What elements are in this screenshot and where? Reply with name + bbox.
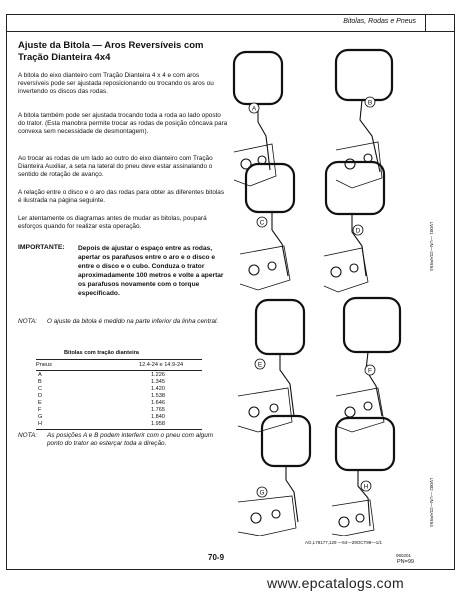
header-divider <box>425 15 426 31</box>
wheel-config-a <box>234 52 282 186</box>
label-b <box>365 97 375 107</box>
table-row: G 1.840 <box>38 414 165 420</box>
note-1-text: O ajuste da bitola é medido na parte inferior da linha central. <box>47 318 219 325</box>
page-number: 70-9 <box>208 553 225 562</box>
revision-code: 060201 <box>396 553 412 558</box>
wheel-config-e <box>238 300 304 432</box>
table-header-tires: Pneus <box>36 362 52 368</box>
table-row: C 1.420 <box>38 386 165 392</box>
figure-code-top: LV001 —UN—22APR94 <box>429 222 434 271</box>
important-label: IMPORTANTE: <box>18 244 65 251</box>
paragraph-2: A bitola também pode ser ajustada trocando toda a roda ao lado oposto do trator. (Esta manobra permite trocar as rodas de posição côncava para convexa sem necessidade de desmontagem). <box>18 112 228 135</box>
label-c <box>257 217 267 227</box>
paragraph-4: A relação entre o disco e o aro das rodas para obter as diferentes bitolas é ilustrada na página seguinte. <box>18 189 225 204</box>
table-row: A 1.226 <box>38 372 165 378</box>
svg-text:H: H <box>363 483 369 491</box>
figure-code-bottom: LV002 —UN—22APR94 <box>429 478 434 527</box>
wheel-config-c <box>240 164 294 290</box>
label-d <box>353 225 363 235</box>
table-rule-top <box>36 359 202 360</box>
wheel-config-b <box>336 50 392 188</box>
table-rule-mid <box>36 370 202 371</box>
important-text: Depois de ajustar o espaço entre as rodas, apertar os parafusos entre o aro e o disco e entre o disco e o cubo. Conduza o trator aproximadamente 100 metros e volte a apertar os parafusos novamente com o torque especificado. <box>78 245 224 297</box>
table-header-sizes: 12.4-24 e 14.9-24 <box>139 362 184 368</box>
table-row: H 1.958 <box>38 421 165 427</box>
table-row: F 1.765 <box>38 407 165 413</box>
page-title: Ajuste da Bitola — Aros Reversíveis com Tração Dianteira 4x4 <box>18 40 204 63</box>
note-2-label: NOTA: <box>18 432 38 439</box>
svg-text:C: C <box>259 219 265 227</box>
paragraph-1: A bitola do eixo dianteiro com Tração Dianteira 4 x 4 e com aros reversíveis pode ser ajustada reposicionando ou trocando os aros ou invertendo os discos das rodas. <box>18 72 214 95</box>
wheel-configuration-illustration <box>232 40 422 536</box>
label-e <box>255 359 265 369</box>
table-row: D 1.538 <box>38 393 165 399</box>
pn-code: PN=99 <box>397 559 414 565</box>
label-f <box>365 365 375 375</box>
label-g <box>257 487 267 497</box>
table-rule-bottom <box>36 429 202 430</box>
note-1-label: NOTA: <box>18 318 38 325</box>
label-a <box>249 103 259 113</box>
svg-text:E: E <box>257 361 263 369</box>
section-title: Bitolas, Rodas e Pneus <box>343 18 416 25</box>
section-header <box>6 14 455 32</box>
note-2-text: As posições A e B podem interferir com o pneu com algum ponto do trator ao esterçar toda a direção. <box>47 432 214 447</box>
svg-text:D: D <box>355 227 361 235</box>
wheel-config-g <box>238 416 310 536</box>
paragraph-3: Ao trocar as rodas de um lado ao outro do eixo dianteiro com Tração Dianteira Auxiliar, a seta na lateral do pneu deve estar assinalando o sentido de rotação de avanço. <box>18 155 213 178</box>
table-title: Bitolas com tração dianteira <box>64 350 139 356</box>
document-reference: AG,L79177,129 —54—29OCT99—1/1 <box>305 540 383 545</box>
svg-text:G: G <box>259 489 265 497</box>
table-row: E 1.646 <box>38 400 165 406</box>
svg-text:B: B <box>367 99 373 107</box>
svg-text:A: A <box>251 105 257 113</box>
svg-text:F: F <box>368 367 372 375</box>
watermark-text: www.epcatalogs.com <box>267 575 404 591</box>
label-h <box>361 481 371 491</box>
wheel-config-h <box>332 418 394 536</box>
table-row: B 1.345 <box>38 379 165 385</box>
paragraph-5: Ler atentamente os diagramas antes de mudar as bitolas, poupará esforços quando for realizar esta operação. <box>18 215 207 230</box>
